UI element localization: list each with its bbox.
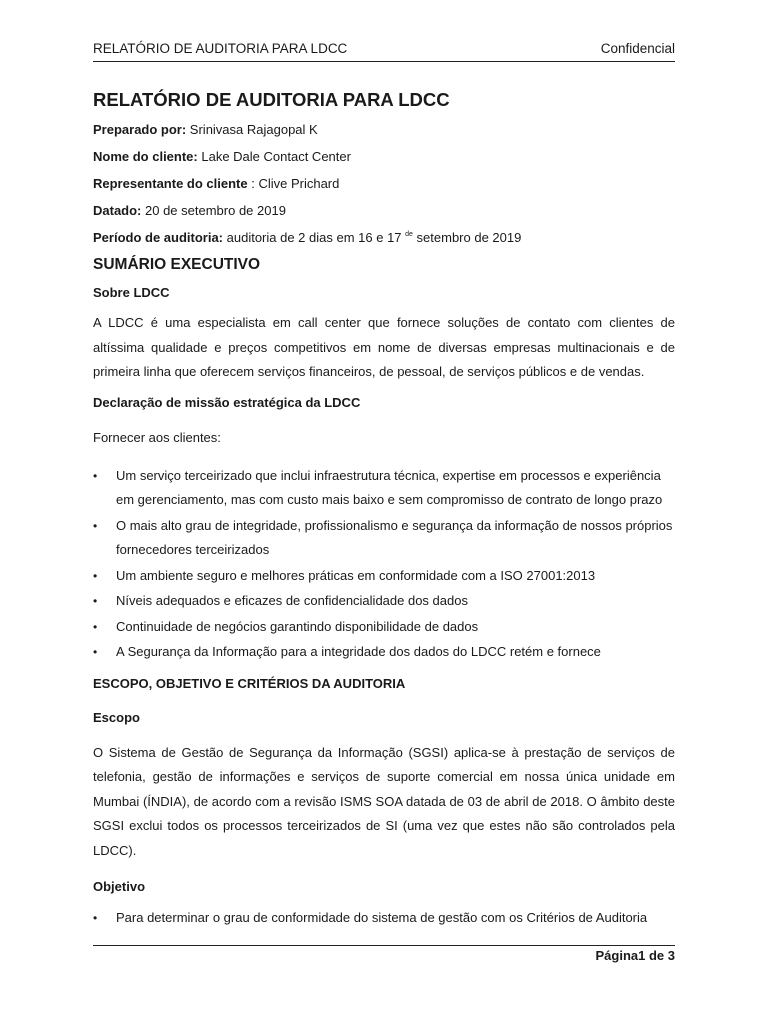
list-item (93, 640, 675, 665)
list-item (93, 564, 675, 589)
subheading-objective: Objetivo (93, 879, 146, 894)
list-item-text: Um ambiente seguro e melhores práticas em conformidade com a ISO 27001:2013 (116, 567, 596, 583)
list-item-text: Um serviço terceirizado que inclui infraestrutura técnica, expertise em processos e experiência em gerenciamento, mas com custo mais baixo e sem compromisso de contrato de longo prazo (116, 467, 663, 507)
meta-date (93, 202, 675, 219)
meta-label: Período de auditoria: (93, 230, 224, 245)
meta-value: setembro de 2019 (412, 230, 522, 245)
bullet-icon: • (93, 518, 98, 533)
meta-label: Representante do cliente (93, 176, 248, 191)
section-heading-executive-summary: SUMÁRIO EXECUTIVO (93, 256, 261, 273)
page-header (93, 41, 675, 61)
header-title: RELATÓRIO DE AUDITORIA PARA LDCC (93, 41, 348, 56)
meta-value: : Clive Prichard (247, 176, 340, 191)
list-item (93, 514, 675, 563)
meta-audit-period (93, 229, 675, 246)
list-item-text: Continuidade de negócios garantindo disponibilidade de dados (116, 618, 479, 634)
subheading-scope: Escopo (93, 709, 140, 725)
header-rule (93, 61, 675, 62)
list-item-text: A Segurança da Informação para a integridade dos dados do LDCC retém e fornece (116, 644, 601, 659)
section-heading-scope-objective-criteria: ESCOPO, OBJETIVO E CRITÉRIOS DA AUDITORIA (93, 675, 406, 691)
bullet-icon: • (93, 568, 98, 583)
list-item-text: Níveis adequados e eficazes de confidencialidade dos dados (116, 593, 468, 608)
document-title: RELATÓRIO DE AUDITORIA PARA LDCC (93, 89, 450, 110)
meta-label: Nome do cliente: (93, 149, 198, 164)
meta-client-rep (93, 175, 675, 192)
objective-list (93, 906, 675, 931)
page-number: Página1 de 3 (595, 948, 675, 963)
subheading-about: Sobre LDCC (93, 285, 170, 300)
bullet-icon: • (93, 468, 98, 483)
meta-prepared-by (93, 121, 675, 138)
list-item-text: O mais alto grau de integridade, profissionalismo e segurança da informação de nossos próprios fornecedores terceirizados (116, 517, 673, 557)
document-body (93, 88, 675, 941)
list-item (93, 589, 675, 614)
paragraph-about: A LDCC é uma especialista em call center que fornece soluções de contato com clientes de altíssima qualidade e preços competitivos em nome de diversas empresas multinacionais e de primeira linha que oferecem serviços financeiros, de pessoal, de serviços públicos e de vendas. (93, 315, 675, 379)
paragraph-mission-intro: Fornecer aos clientes: (93, 429, 221, 445)
meta-value: Lake Dale Contact Center (197, 149, 351, 164)
subheading-mission: Declaração de missão estratégica da LDCC (93, 394, 361, 410)
list-item (93, 615, 675, 640)
paragraph-scope: O Sistema de Gestão de Segurança da Informação (SGSI) aplica-se à prestação de serviços de telefonia, gestão de informações e serviços de suporte comercial em nossa única unidade em Mumbai (ÍNDIA), de acordo com a revisão ISMS SOA datada de 03 de abril de 2018. O âmbito deste SGSI exclui todos os processos terceirizados de SI (uma vez que estes não são controlados pela LDCC). (93, 744, 675, 858)
header-confidential: Confidencial (600, 41, 675, 56)
bullet-icon: • (93, 911, 98, 925)
meta-value: auditoria de 2 dias em 16 e 17 (223, 230, 406, 245)
footer-rule (93, 945, 675, 946)
meta-value: Srinivasa Rajagopal K (186, 122, 318, 137)
mission-list (93, 464, 675, 665)
meta-label: Datado: (93, 203, 142, 218)
list-item (93, 464, 675, 513)
list-item (93, 906, 675, 931)
bullet-icon: • (93, 619, 98, 634)
meta-client-name (93, 148, 675, 165)
bullet-icon: • (93, 645, 98, 659)
bullet-icon: • (93, 594, 98, 608)
list-item-text: Para determinar o grau de conformidade do sistema de gestão com os Critérios de Auditoria (116, 910, 648, 925)
meta-label: Preparado por: (93, 122, 187, 137)
meta-superscript: de (405, 231, 413, 238)
meta-value: 20 de setembro de 2019 (141, 203, 286, 218)
